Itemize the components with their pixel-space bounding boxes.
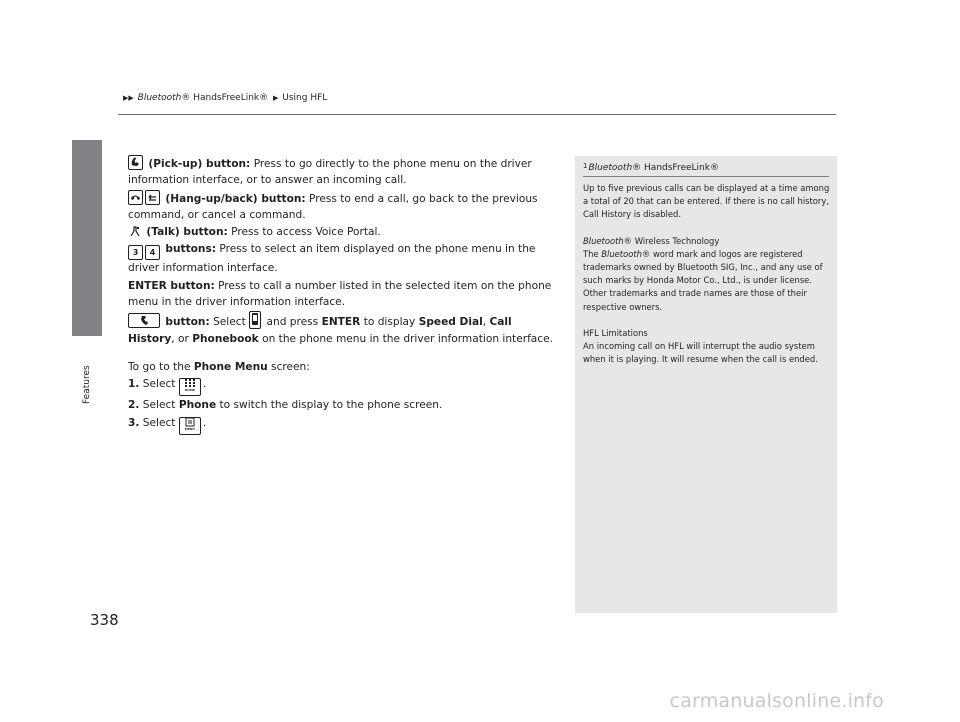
sidebar-note [575, 156, 837, 613]
menu-key-label: MENU [184, 426, 195, 431]
up-key: 3 [128, 245, 143, 260]
pickup-phone-icon [128, 155, 143, 170]
breadcrumb-brand: Bluetooth [137, 93, 182, 103]
pickup-paragraph: (Pick-up) button: Press to go directly to the phone menu on the driver information interface, or to answer an incoming call. [128, 155, 558, 189]
breadcrumb-arrow-icon: ▶ [273, 94, 279, 102]
sidebar-paragraph-3: HFL Limitations An incoming call on HFL will interrupt the audio system when it is playing. It will resume when the call is ended. [583, 327, 818, 365]
sidebar-paragraph-1: Up to five previous calls can be displayed at a time among a total of 20 that can be entered. If there is no call history, Call History is disabled. [583, 183, 830, 220]
hangup-paragraph: (Hang-up/back) button: Press to end a call, go back to the previous command, or cancel a command. [128, 190, 558, 224]
header-rule [118, 114, 836, 115]
talk-icon [128, 225, 141, 238]
talk-paragraph: (Talk) button: Press to access Voice Portal. [128, 224, 558, 240]
sidebar-paragraph-2: Bluetooth® Wireless Technology The Bluetooth® word mark and logos are registered trademarks owned by Bluetooth SIG, Inc., and any use of such marks by Honda Motor Co., Ltd., is under license. Other trademarks and trade names are those of their respective owners. [583, 235, 823, 312]
menu-icon [179, 417, 201, 435]
breadcrumb [123, 93, 327, 103]
side-tab-label: Features [82, 365, 92, 404]
page-number: 338 [90, 611, 119, 629]
sidebar-body [583, 182, 833, 379]
breadcrumb-section: ® HandsFreeLink® [181, 93, 269, 103]
home-key-label: HOME [184, 388, 195, 393]
main-content [128, 155, 558, 436]
watermark: carmanualsonline.info [669, 690, 884, 712]
home-icon [179, 378, 201, 396]
step-3: 3. Select MENU . [128, 415, 558, 435]
step-1: 1. Select HOME . [128, 376, 558, 396]
info-button-icon [128, 313, 160, 328]
sidebar-title-rule [583, 176, 829, 177]
goto-paragraph: To go to the Phone Menu screen: [128, 360, 310, 373]
side-tab-block [72, 140, 102, 336]
step-2: 2. Select Phone to switch the display to the phone screen. [128, 399, 443, 412]
breadcrumb-arrow-icon: ▶▶ [123, 94, 134, 102]
enter-paragraph: ENTER button: Press to call a number listed in the selected item on the phone menu in the driver information interface. [128, 279, 552, 309]
down-key: 4 [145, 245, 160, 260]
hangup-phone-icon [128, 190, 143, 205]
back-arrow-icon [145, 190, 160, 205]
phone-device-icon [249, 311, 261, 329]
breadcrumb-subsection: Using HFL [282, 93, 328, 103]
arrows-paragraph: 3 4 buttons: Press to select an item displayed on the phone menu in the driver information interface. [128, 243, 536, 275]
sidebar-title: $^1$Bluetooth® HandsFreeLink® [583, 162, 719, 173]
info-paragraph: button: Select and press ENTER to display Speed Dial, Call History, or Phonebook on the phone menu in the driver information interface. [128, 311, 558, 347]
